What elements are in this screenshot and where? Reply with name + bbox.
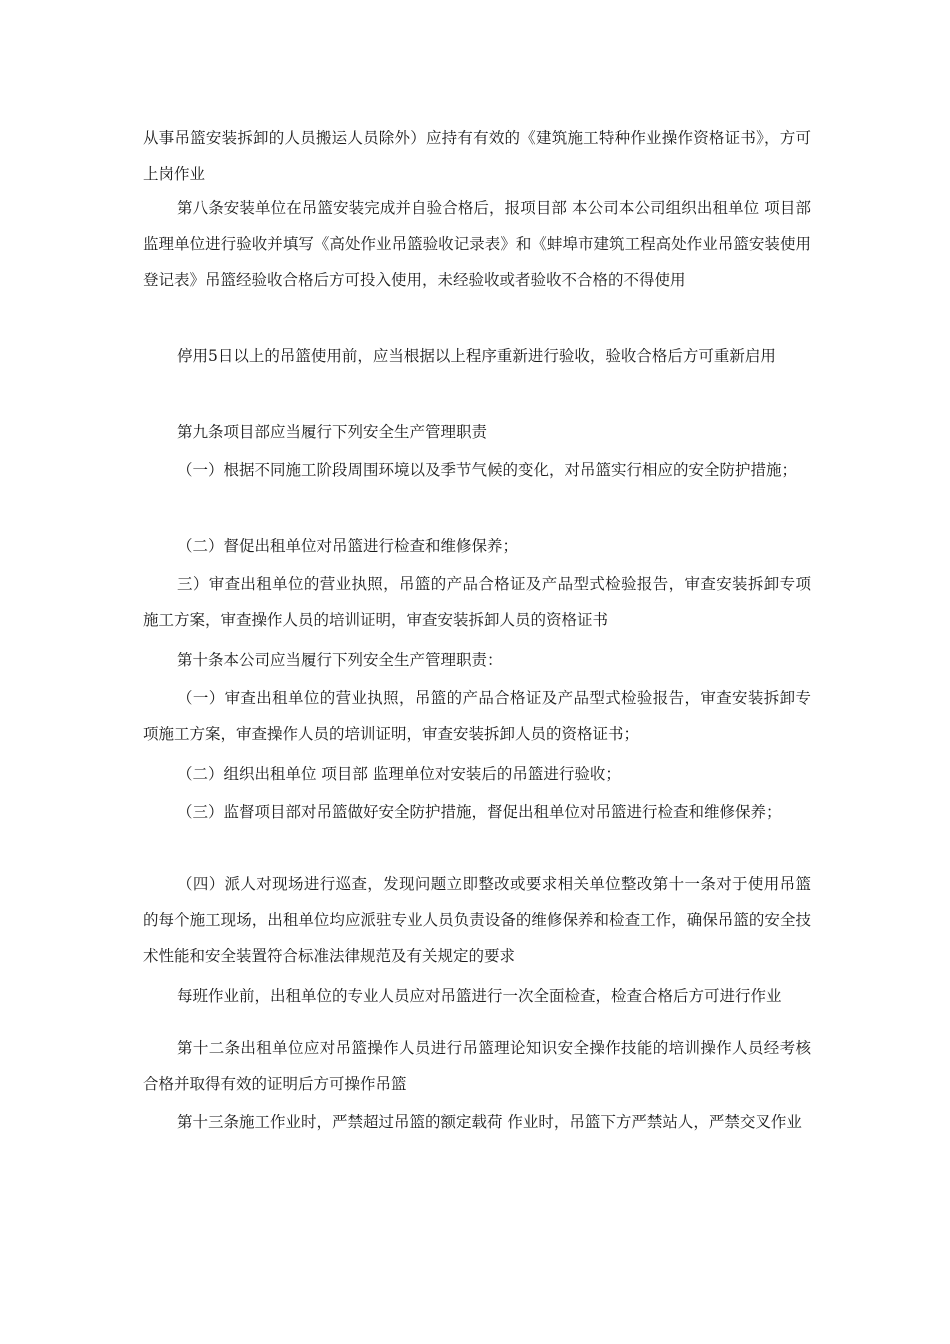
paragraph-article-10-item-3: （三）监督项目部对吊篮做好安全防护措施，督促出租单位对吊篮进行检查和维修保养； (177, 803, 782, 821)
paragraph-article-9: 第九条项目部应当履行下列安全生产管理职责 (177, 423, 488, 441)
paragraph-article-9-item-2: （二）督促出租单位对吊篮进行检查和维修保养； (177, 537, 519, 555)
paragraph-article-12: 第十二条出租单位应对吊篮操作人员进行吊篮理论知识安全操作技能的培训操作人员经考核合格并取得有效的证明后方可操作吊篮 (143, 1039, 811, 1093)
paragraph-article-10-item-4: （四）派人对现场进行巡查，发现问题立即整改或要求相关单位整改第十一条对于使用吊篮的每个施工现场，出租单位均应派驻专业人员负责设备的维修保养和检查工作，确保吊篮的安全技术性能和安全装置符合标准法律规范及有关规定的要求 (143, 875, 811, 965)
paragraph-article-10-item-1: （一）审查出租单位的营业执照，吊篮的产品合格证及产品型式检验报告，审查安装拆卸专项施工方案，审查操作人员的培训证明，审查安装拆卸人员的资格证书； (143, 689, 811, 743)
paragraph-article-9-item-3: 三）审查出租单位的营业执照，吊篮的产品合格证及产品型式检验报告，审查安装拆卸专项施工方案，审查操作人员的培训证明，审查安装拆卸人员的资格证书 (143, 575, 811, 629)
paragraph-article-9-item-1: （一）根据不同施工阶段周围环境以及季节气候的变化，对吊篮实行相应的安全防护措施； (177, 461, 798, 479)
paragraph-article-10-item-2: （二）组织出租单位 项目部 监理单位对安装后的吊篮进行验收； (177, 765, 621, 783)
paragraph-article-10: 第十条本公司应当履行下列安全生产管理职责： (177, 651, 503, 669)
paragraph-article-13: 第十三条施工作业时，严禁超过吊篮的额定载荷 作业时，吊篮下方严禁站人，严禁交叉作业 (177, 1113, 802, 1131)
paragraph-article-8: 第八条安装单位在吊篮安装完成并自验合格后，报项目部 本公司本公司组织出租单位 项目部 监理单位进行验收并填写《高处作业吊篮验收记录表》和《蚌埠市建筑工程高处作业吊篮安装使用登记表》吊篮经验收合格后方可投入使用，未经验收或者验收不合格的不得使用 (143, 199, 811, 289)
paragraph-pre-shift-check: 每班作业前，出租单位的专业人员应对吊篮进行一次全面检查，检查合格后方可进行作业 (177, 987, 782, 1005)
paragraph-qualification: 从事吊篮安装拆卸的人员搬运人员除外）应持有有效的《建筑施工特种作业操作资格证书》，方可上岗作业 (143, 129, 811, 183)
paragraph-reinspection: 停用5日以上的吊篮使用前，应当根据以上程序重新进行验收，验收合格后方可重新启用 (177, 347, 776, 365)
